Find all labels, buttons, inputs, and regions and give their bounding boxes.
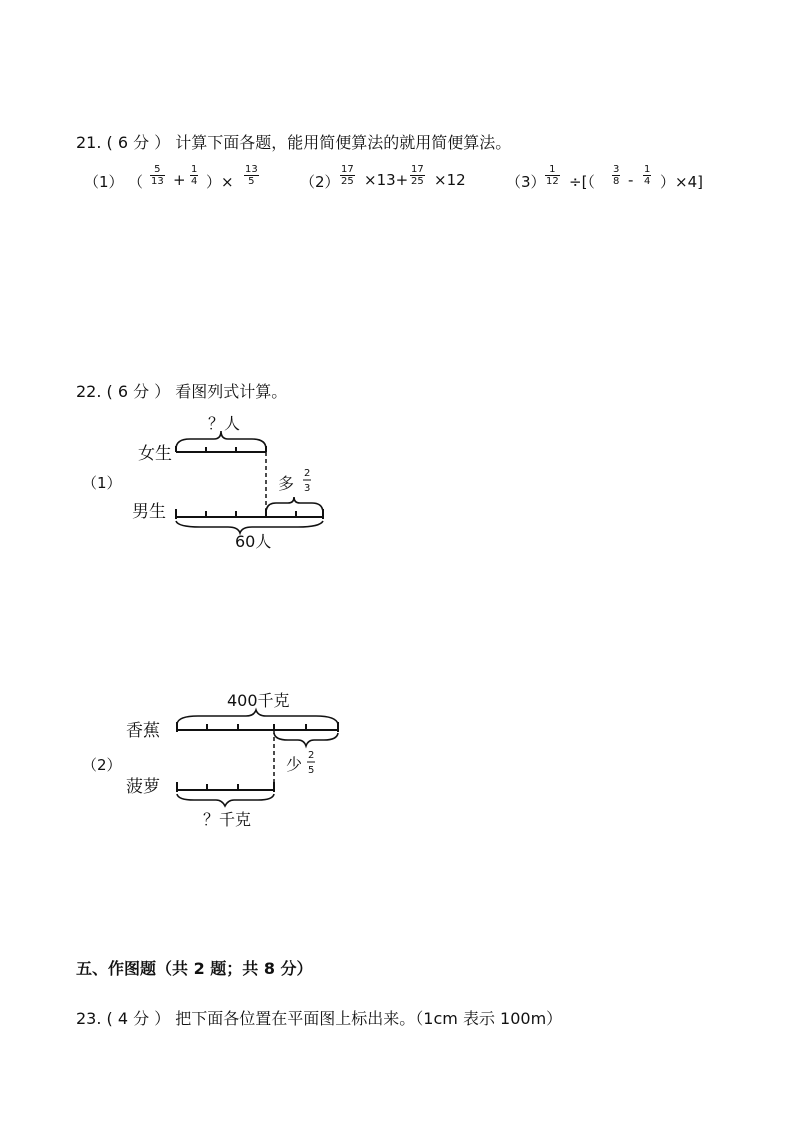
denominator: 12 xyxy=(546,176,559,187)
more-word: 多 xyxy=(278,474,295,493)
question-label: ？千克 xyxy=(203,810,252,829)
boys-bar xyxy=(176,509,323,519)
banana-label: 香蕉 xyxy=(126,721,160,741)
q22-diagram-2 xyxy=(118,680,358,840)
q21-p3-label: （3） xyxy=(506,173,546,191)
denominator: 4 xyxy=(644,176,651,187)
q21-p3-end: ）×4] xyxy=(660,173,703,191)
q21-p3-fraction-2 xyxy=(612,164,620,187)
q21-p2-mid: ×13+ xyxy=(364,171,409,189)
q21-p2-fraction-2 xyxy=(410,164,425,187)
numerator: 1 xyxy=(549,164,556,175)
question-brace xyxy=(177,794,274,806)
denominator: 5 xyxy=(248,176,255,187)
total-brace xyxy=(177,710,338,724)
pineapple-bar xyxy=(177,782,274,792)
numerator: 13 xyxy=(245,164,258,175)
pineapple-label: 菠萝 xyxy=(126,777,160,797)
q21-p1-fraction-1 xyxy=(150,164,165,187)
more-denominator: 3 xyxy=(304,483,311,494)
q22-d1-label: （1） xyxy=(82,474,122,492)
q21-p1-fraction-3 xyxy=(244,164,259,187)
q21-p3-fraction-1 xyxy=(545,164,560,187)
q22-d2-label: （2） xyxy=(82,756,122,774)
girls-bar xyxy=(176,446,266,452)
q21-p2-label: （2） xyxy=(300,173,340,191)
girls-question: ？人 xyxy=(208,414,241,433)
less-numerator: 2 xyxy=(308,750,315,761)
numerator: 3 xyxy=(613,164,620,175)
q22-diagram-1 xyxy=(120,405,340,555)
total-label: 400千克 xyxy=(227,691,290,710)
less-brace xyxy=(274,733,338,746)
section-title: 五、作图题（共 2 题；共 8 分） xyxy=(76,959,313,978)
q21-p2-fraction-1 xyxy=(340,164,355,187)
more-brace xyxy=(266,497,323,513)
girls-label: 女生 xyxy=(138,444,172,464)
numerator: 17 xyxy=(411,164,424,175)
q21-p1-close-times: ）× xyxy=(206,173,234,191)
numerator: 1 xyxy=(644,164,651,175)
q22-heading: 22. ( 6 分 ） 看图列式计算。 xyxy=(76,382,288,401)
q21-p1-plus: + xyxy=(173,171,186,189)
q23-heading: 23. ( 4 分 ） 把下面各位置在平面图上标出来。（1cm 表示 100m） xyxy=(76,1009,563,1028)
q21-p1-fraction-2 xyxy=(190,164,198,187)
q21-heading: 21. ( 6 分 ） 计算下面各题，能用简便算法的就用简便算法。 xyxy=(76,133,512,152)
q21-p1-label: （1） xyxy=(84,173,124,191)
denominator: 13 xyxy=(151,176,164,187)
q21-p3-div-open: ÷[（ xyxy=(569,173,595,191)
numerator: 1 xyxy=(191,164,198,175)
q21-p3-minus: - xyxy=(628,171,634,189)
girls-brace xyxy=(176,431,266,449)
banana-bar xyxy=(177,722,338,732)
numerator: 5 xyxy=(154,164,161,175)
denominator: 4 xyxy=(191,176,198,187)
numerator: 17 xyxy=(341,164,354,175)
denominator: 8 xyxy=(613,176,620,187)
boys-label: 男生 xyxy=(132,502,166,522)
denominator: 25 xyxy=(341,176,354,187)
q21-p2-end: ×12 xyxy=(434,171,466,189)
less-denominator: 5 xyxy=(308,765,315,776)
denominator: 25 xyxy=(411,176,424,187)
q21-p1-open-paren: （ xyxy=(128,173,144,191)
total-label: 60人 xyxy=(235,532,272,551)
more-numerator: 2 xyxy=(304,468,311,479)
less-word: 少 xyxy=(286,755,303,774)
q21-p3-fraction-3 xyxy=(643,164,651,187)
